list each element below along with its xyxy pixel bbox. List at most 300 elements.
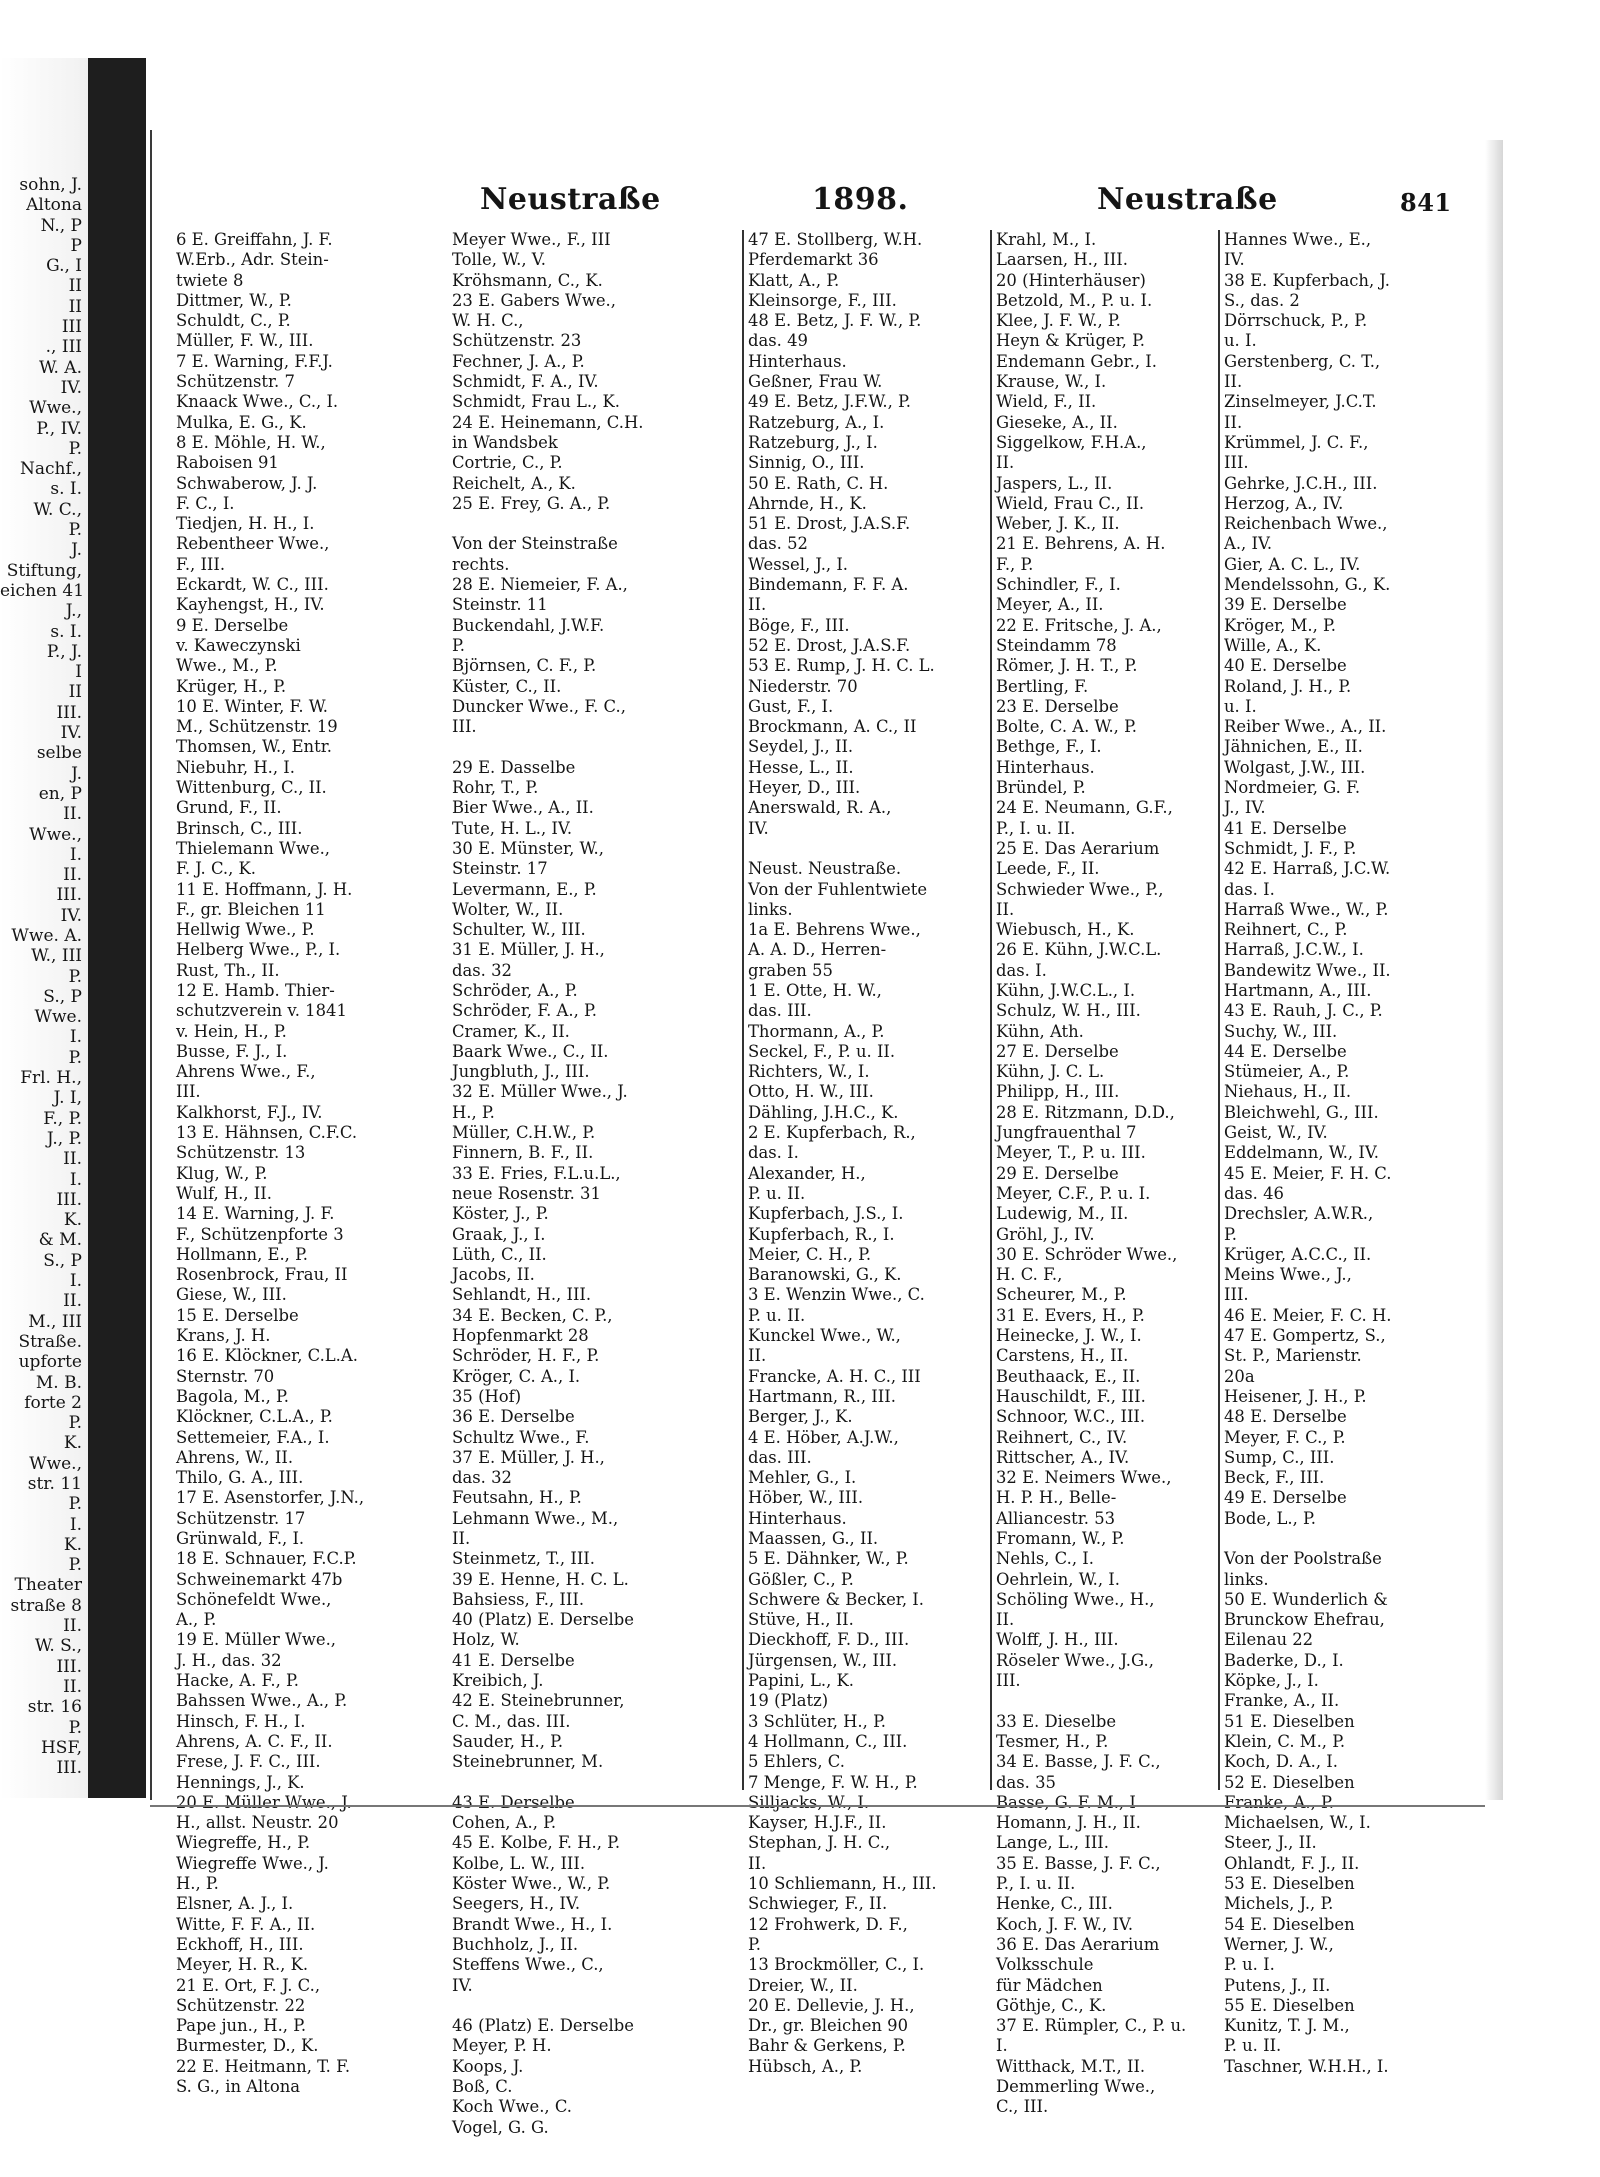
listing-entry-line: 40 E. Derselbe xyxy=(1224,656,1347,676)
listing-entry-line: Schröder, H. F., P. xyxy=(452,1346,600,1366)
listing-entry-line: Reihnert, C., P. xyxy=(1224,920,1348,940)
listing-entry-line: Krümmel, J. C. F., xyxy=(1224,432,1369,452)
listing-entry-line: Steinstr. 11 xyxy=(452,595,548,615)
listing-entry-line: 34 E. Basse, J. F. C., xyxy=(996,1752,1161,1772)
listing-entry-line: Bahsiess, F., III. xyxy=(452,1589,585,1609)
listing-entry-line: 55 E. Dieselben xyxy=(1224,1995,1355,2015)
listing-entry-line: Ratzeburg, J., I. xyxy=(748,432,878,452)
listing-entry-line: u. I. xyxy=(1224,696,1257,716)
listing-entry-line: 21 E. Behrens, A. H. xyxy=(996,534,1166,554)
previous-page-line: K. xyxy=(63,1534,82,1555)
listing-column-2 xyxy=(452,230,730,2137)
listing-entry-line: 37 E. Rümpler, C., P. u. xyxy=(996,2016,1187,2036)
listing-entry-line: Homann, J. H., II. xyxy=(996,1813,1141,1833)
listing-entry-line: das. III. xyxy=(748,1447,812,1467)
listing-entry-line: 52 E. Dieselben xyxy=(1224,1772,1355,1792)
previous-page-fragment xyxy=(0,175,85,1779)
listing-entry-line: F., P. xyxy=(996,554,1034,574)
listing-entry-line: Nehls, C., I. xyxy=(996,1549,1094,1569)
listing-entry-line: neue Rosenstr. 31 xyxy=(452,1183,601,1203)
page-bottom-edge xyxy=(150,1805,1485,1821)
listing-entry-line: Silljacks, W., I. xyxy=(748,1792,870,1812)
previous-page-line: upforte xyxy=(18,1352,82,1373)
previous-page-line: P. xyxy=(68,1555,82,1576)
previous-page-line: S., P xyxy=(43,1250,82,1271)
listing-entry-line: Steinmetz, T., III. xyxy=(452,1549,595,1569)
listing-entry-line: Steffens Wwe., C., xyxy=(452,1955,604,1975)
book-binding-gutter xyxy=(88,58,146,1798)
listing-entry-line: das. 46 xyxy=(1224,1183,1284,1203)
listing-entry-line: P. u. I. xyxy=(1224,1955,1275,1975)
year-heading: 1898. xyxy=(812,182,909,217)
previous-page-line: K. xyxy=(63,1433,82,1454)
previous-page-line: Wwe. xyxy=(34,1007,82,1028)
listing-entry-line: 49 E. Betz, J.F.W., P. xyxy=(748,392,911,412)
street-title-left: Neustraße xyxy=(480,182,661,217)
previous-page-line: P. xyxy=(68,438,82,459)
listing-entry-line: Kupferbach, R., I. xyxy=(748,1224,895,1244)
listing-entry-line: Schröder, F. A., P. xyxy=(452,1001,597,1021)
listing-entry-line: 54 E. Dieselben xyxy=(1224,1914,1355,1934)
listing-entry-line: Dreier, W., II. xyxy=(748,1975,858,1995)
listing-entry-line: Gerstenberg, C. T., xyxy=(1224,351,1381,371)
listing-entry-line: Steer, J., II. xyxy=(1224,1833,1317,1853)
listing-entry-line: Schindler, F., I. xyxy=(996,575,1121,595)
previous-page-line: Stiftung, xyxy=(6,560,82,581)
listing-entry-line: Pferdemarkt 36 xyxy=(748,250,879,270)
listing-entry-line: 12 Frohwerk, D. F., xyxy=(748,1914,908,1934)
listing-entry-line: Schmidt, Frau L., K. xyxy=(452,392,620,412)
listing-entry-line: 1 E. Otte, H. W., xyxy=(748,980,882,1000)
previous-page-line: W. C., xyxy=(33,499,82,520)
listing-entry-line: P., I. u. II. xyxy=(996,1874,1076,1894)
listing-entry-line: 29 E. Dasselbe xyxy=(452,757,576,777)
listing-entry-line: Hennings, J., K. xyxy=(176,1772,305,1792)
listing-entry-line: Hannes Wwe., E., xyxy=(1224,230,1372,249)
listing-entry-line: Berger, J., K. xyxy=(748,1407,853,1427)
listing-entry-line: Anerswald, R. A., xyxy=(748,798,892,818)
listing-entry-line: Rust, Th., II. xyxy=(176,960,280,980)
listing-entry-line: Rohr, T., P. xyxy=(452,778,539,798)
listing-entry-line: 39 E. Henne, H. C. L. xyxy=(452,1569,629,1589)
listing-entry-line: III. xyxy=(452,717,477,737)
listing-entry-line: I. xyxy=(996,2036,1008,2056)
listing-entry-line: A., P. xyxy=(176,1610,217,1630)
previous-page-line: Wwe., xyxy=(29,824,82,845)
listing-column-5 xyxy=(1218,230,1470,2076)
listing-entry-line: Niehaus, H., II. xyxy=(1224,1082,1352,1102)
listing-entry-line: 41 E. Derselbe xyxy=(452,1650,575,1670)
listing-entry-line: Bier Wwe., A., II. xyxy=(452,798,594,818)
listing-entry-line: Hinterhaus. xyxy=(996,757,1095,777)
previous-page-line: J. xyxy=(71,540,82,561)
listing-entry-line: 40 (Platz) E. Derselbe xyxy=(452,1610,634,1630)
previous-page-line: K. xyxy=(63,1210,82,1231)
listing-entry-line: Bindemann, F. F. A. xyxy=(748,575,909,595)
listing-entry-line: Philipp, H., III. xyxy=(996,1082,1120,1102)
listing-entry-line: Ludewig, M., II. xyxy=(996,1204,1129,1224)
listing-entry-line: Wwe., M., P. xyxy=(176,656,278,676)
listing-entry-line: 38 E. Kupferbach, J. xyxy=(1224,270,1390,290)
previous-page-line: Theater xyxy=(14,1575,82,1596)
listing-entry-line: Hopfenmarkt 28 xyxy=(452,1326,589,1346)
previous-page-line: Wwe. A. xyxy=(11,925,82,946)
listing-entry-line: Cortrie, C., P. xyxy=(452,453,563,473)
listing-entry-line: Duncker Wwe., F. C., xyxy=(452,696,626,716)
listing-entry-line: Gröhl, J., IV. xyxy=(996,1224,1095,1244)
listing-entry-line: Jungbluth, J., III. xyxy=(452,1062,590,1082)
listing-entry-line: Lange, L., III. xyxy=(996,1833,1109,1853)
previous-page-line: I. xyxy=(69,1514,82,1535)
listing-entry-line: Basse, G. F. M., I xyxy=(996,1792,1136,1812)
listing-entry-line: Gieseke, A., II. xyxy=(996,412,1118,432)
listing-entry-line: Kreibich, J. xyxy=(452,1671,544,1691)
listing-entry-line: Grund, F., II. xyxy=(176,798,282,818)
listing-entry-line: Tolle, W., V. xyxy=(452,250,546,270)
listing-entry-line: 42 E. Harraß, J.C.W. xyxy=(1224,859,1391,879)
listing-entry-line: Bode, L., P. xyxy=(1224,1508,1316,1528)
listing-entry-line: 31 E. Evers, H., P. xyxy=(996,1305,1145,1325)
listing-entry-line: Thielemann Wwe., xyxy=(176,838,331,858)
listing-entry-line: Ahrens, A. C. F., II. xyxy=(176,1731,333,1751)
listing-entry-line: 52 E. Drost, J.A.S.F. xyxy=(748,635,911,655)
listing-entry-line: Von der Fuhlentwiete xyxy=(748,879,928,899)
listing-entry-line: Meyer Wwe., F., III xyxy=(452,230,611,249)
listing-entry-line: das. 32 xyxy=(452,1468,512,1488)
listing-entry-line: das. I. xyxy=(1224,879,1275,899)
listing-entry-line: Hellwig Wwe., P. xyxy=(176,920,315,940)
listing-entry-line: Lüth, C., II. xyxy=(452,1244,547,1264)
listing-entry-line: Krahl, M., I. xyxy=(996,230,1097,249)
listing-entry-line xyxy=(748,839,988,859)
listing-entry-line: Frese, J. F. C., III. xyxy=(176,1752,321,1772)
listing-entry-line: Zinselmeyer, J.C.T. xyxy=(1224,392,1377,412)
previous-page-line: P xyxy=(70,235,82,256)
listing-entry-line: 19 (Platz) xyxy=(748,1691,829,1711)
listing-entry-line: Ahrens, W., II. xyxy=(176,1447,294,1467)
listing-entry-line: Ohlandt, F. J., II. xyxy=(1224,1853,1360,1873)
page-number: 841 xyxy=(1400,188,1452,217)
previous-page-line: Wwe., xyxy=(29,1453,82,1474)
previous-page-line: selbe xyxy=(36,743,82,764)
listing-entry-line: Harraß Wwe., W., P. xyxy=(1224,899,1389,919)
listing-entry-line: Kayhengst, H., IV. xyxy=(176,595,325,615)
listing-entry-line: 46 E. Meier, F. C. H. xyxy=(1224,1305,1392,1325)
listing-entry-line: 48 E. Derselbe xyxy=(1224,1407,1347,1427)
listing-entry-line: II. xyxy=(1224,412,1243,432)
previous-page-line: III xyxy=(61,317,82,338)
previous-page-line: J. xyxy=(71,763,82,784)
previous-page-line: straße 8 xyxy=(10,1595,82,1616)
listing-entry-line: Böge, F., III. xyxy=(748,615,850,635)
listing-entry-line: P. u. II. xyxy=(748,1183,806,1203)
listing-entry-line: Klatt, A., P. xyxy=(748,270,840,290)
listing-entry-line: Thomsen, W., Entr. xyxy=(176,737,332,757)
listing-entry-line: Fromann, W., P. xyxy=(996,1529,1125,1548)
listing-entry-line: Buchholz, J., II. xyxy=(452,1934,579,1954)
listing-entry-line: Sinnig, O., III. xyxy=(748,453,865,473)
listing-entry-line: W.Erb., Adr. Stein- xyxy=(176,250,329,270)
previous-page-line: IV. xyxy=(60,377,82,398)
listing-entry-line: 45 E. Kolbe, F. H., P. xyxy=(452,1833,621,1853)
listing-entry-line: Gößler, C., P. xyxy=(748,1569,854,1589)
previous-page-line: str. 16 xyxy=(27,1697,82,1718)
listing-entry-line: 10 E. Winter, F. W. xyxy=(176,696,328,716)
listing-entry-line: Baranowski, G., K. xyxy=(748,1265,902,1285)
listing-entry-line: Seydel, J., II. xyxy=(748,737,854,757)
listing-entry-line: Meyer, C.F., P. u. I. xyxy=(996,1183,1151,1203)
listing-entry-line: Wolgast, J.W., III. xyxy=(1224,757,1366,777)
listing-entry-line: Reiber Wwe., A., II. xyxy=(1224,717,1387,737)
previous-page-line: Wwe., xyxy=(29,398,82,419)
listing-entry-line: Tute, H. L., IV. xyxy=(452,818,573,838)
listing-entry-line: IV. xyxy=(1224,250,1245,270)
listing-entry-line: 4 Hollmann, C., III. xyxy=(748,1731,908,1751)
previous-page-line: forte 2 xyxy=(24,1392,82,1413)
listing-entry-line: Ratzeburg, A., I. xyxy=(748,412,885,432)
listing-entry-line: 35 (Hof) xyxy=(452,1386,522,1406)
listing-entry-line: Stümeier, A., P. xyxy=(1224,1062,1350,1082)
listing-entry-line: Franke, A., P. xyxy=(1224,1792,1334,1812)
listing-entry-line: Schuldt, C., P. xyxy=(176,311,291,331)
listing-entry-line: 28 E. Ritzmann, D.D., xyxy=(996,1102,1175,1122)
previous-page-line: II. xyxy=(63,1616,82,1637)
listing-entry-line: Sauder, H., P. xyxy=(452,1731,564,1751)
previous-page-line: III. xyxy=(56,1656,82,1677)
listing-entry-line: Harraß, J.C.W., I. xyxy=(1224,940,1364,960)
listing-entry-line: Bagola, M., P. xyxy=(176,1386,289,1406)
listing-entry-line: 21 E. Ort, F. J. C., xyxy=(176,1975,321,1995)
listing-entry-line: Hinterhaus. xyxy=(748,1508,847,1528)
listing-entry-line: Buckendahl, J.W.F. xyxy=(452,615,605,635)
listing-entry-line: 25 E. Frey, G. A., P. xyxy=(452,493,611,513)
listing-entry-line: P., I. u. II. xyxy=(996,818,1076,838)
listing-entry-line: 2 E. Kupferbach, R., xyxy=(748,1123,916,1143)
listing-entry-line: Hauschildt, F., III. xyxy=(996,1386,1146,1406)
listing-entry-line: 14 E. Warning, J. F. xyxy=(176,1204,335,1224)
listing-entry-line: 50 E. Wunderlich & xyxy=(1224,1589,1388,1609)
listing-entry-line: Wittenburg, C., II. xyxy=(176,778,327,798)
listing-entry-line: S. G., in Altona xyxy=(176,2077,301,2097)
listing-entry-line: Meins Wwe., J., xyxy=(1224,1265,1352,1285)
previous-page-line: Nachf., xyxy=(20,459,82,480)
listing-entry-line: A., IV. xyxy=(1224,534,1273,554)
listing-entry-line: Pape jun., H., P. xyxy=(176,2016,307,2036)
listing-entry-line: Grünwald, F., I. xyxy=(176,1529,305,1548)
listing-entry-line: Schützenstr. 17 xyxy=(176,1508,306,1528)
listing-entry-line: Schultz Wwe., F. xyxy=(452,1427,590,1447)
listing-entry-line: Levermann, E., P. xyxy=(452,879,597,899)
listing-entry-line: Henke, C., III. xyxy=(996,1894,1113,1914)
listing-entry-line: 13 E. Hähnsen, C.F.C. xyxy=(176,1123,358,1143)
listing-entry-line: Von der Poolstraße xyxy=(1224,1549,1382,1569)
listing-entry-line: 42 E. Steinebrunner, xyxy=(452,1691,625,1711)
listing-entry-line: 26 E. Kühn, J.W.C.L. xyxy=(996,940,1162,960)
listing-entry-line: Meyer, H. R., K. xyxy=(176,1955,309,1975)
listing-entry-line: Tesmer, H., P. xyxy=(996,1731,1109,1751)
listing-entry-line: 24 E. Neumann, G.F., xyxy=(996,798,1173,818)
previous-page-line: II xyxy=(68,276,82,297)
previous-page-line: s. I. xyxy=(50,621,82,642)
listing-entry-line: Kunitz, T. J. M., xyxy=(1224,2016,1350,2036)
listing-entry-line: Mendelssohn, G., K. xyxy=(1224,575,1391,595)
listing-entry-line: Franke, A., II. xyxy=(1224,1691,1340,1711)
listing-entry-line: Putens, J., II. xyxy=(1224,1975,1331,1995)
listing-entry-line: Klein, C. M., P. xyxy=(1224,1731,1346,1751)
page-header xyxy=(152,182,1482,232)
listing-entry-line: Müller, F. W., III. xyxy=(176,331,314,351)
listing-entry-line: H. P. H., Belle- xyxy=(996,1488,1117,1508)
listing-entry-line: IV. xyxy=(748,818,769,838)
listing-entry-line: schutzverein v. 1841 xyxy=(176,1001,347,1021)
listing-entry-line: F., gr. Bleichen 11 xyxy=(176,899,326,919)
listing-entry-line: II. xyxy=(748,1853,767,1873)
listing-entry-line: Oehrlein, W., I. xyxy=(996,1569,1120,1589)
listing-entry-line: Jaspers, L., II. xyxy=(996,473,1113,493)
listing-entry-line: Feutsahn, H., P. xyxy=(452,1488,582,1508)
previous-page-line: G., I xyxy=(46,256,82,277)
listing-entry-line: Koch, D. A., I. xyxy=(1224,1752,1338,1772)
listing-entry-line: Hinsch, F. H., I. xyxy=(176,1711,306,1731)
listing-entry-line: Kröger, C. A., I. xyxy=(452,1366,581,1386)
listing-entry-line: II. xyxy=(452,1529,471,1548)
listing-entry-line: Schmidt, F. A., IV. xyxy=(452,372,599,392)
previous-page-line: P. xyxy=(68,966,82,987)
listing-entry-line: 49 E. Derselbe xyxy=(1224,1488,1347,1508)
listing-entry-line: 16 E. Klöckner, C.L.A. xyxy=(176,1346,358,1366)
previous-page-line: II. xyxy=(63,804,82,825)
previous-page-line: II xyxy=(68,682,82,703)
previous-page-line: P. xyxy=(68,1717,82,1738)
listing-entry-line: 6 E. Greiffahn, J. F. xyxy=(176,230,333,249)
listing-entry-line: 53 E. Dieselben xyxy=(1224,1874,1355,1894)
listing-entry-line: für Mädchen xyxy=(996,1975,1103,1995)
previous-page-line: P. xyxy=(68,1494,82,1515)
listing-entry-line: links. xyxy=(748,899,793,919)
listing-entry-line: Graak, J., I. xyxy=(452,1224,546,1244)
listing-entry-line: P. u. II. xyxy=(1224,2036,1282,2056)
listing-entry-line: W. H. C., xyxy=(452,311,524,331)
listing-entry-line: Niederstr. 70 xyxy=(748,676,858,696)
listing-entry-line: Suchy, W., III. xyxy=(1224,1021,1338,1041)
listing-entry-line: F., Schützenpforte 3 xyxy=(176,1224,344,1244)
listing-entry-line: Krans, J. H. xyxy=(176,1326,271,1346)
listing-entry-line: Steinstr. 17 xyxy=(452,859,548,879)
listing-entry-line: Kalkhorst, F.J., IV. xyxy=(176,1102,323,1122)
listing-entry-line: 3 E. Wenzin Wwe., C. xyxy=(748,1285,925,1305)
listing-entry-line: Reichenbach Wwe., xyxy=(1224,514,1388,534)
listing-entry-line: Taschner, W.H.H., I. xyxy=(1224,2056,1389,2076)
listing-entry-line: Nordmeier, G. F. xyxy=(1224,778,1361,798)
listing-entry-line: Drechsler, A.W.R., xyxy=(1224,1204,1374,1224)
listing-entry-line: F. C., I. xyxy=(176,493,235,513)
previous-page-line: W., III xyxy=(31,946,82,967)
listing-entry-line: 1a E. Behrens Wwe., xyxy=(748,920,921,940)
listing-entry-line: Schwaberow, J. J. xyxy=(176,473,318,493)
listing-entry-line: v. Hein, H., P. xyxy=(176,1021,287,1041)
listing-entry-line: Meyer, F. C., P. xyxy=(1224,1427,1346,1447)
listing-entry-line: 20 E. Dellevie, J. H., xyxy=(748,1995,915,2015)
listing-entry-line: Wiegreffe Wwe., J. xyxy=(176,1853,329,1873)
listing-entry-line: Klee, J. F. W., P. xyxy=(996,311,1121,331)
listing-entry-line: 7 E. Warning, F.F.J. xyxy=(176,351,333,371)
listing-entry-line: Rosenbrock, Frau, II xyxy=(176,1265,348,1285)
listing-column-3 xyxy=(742,230,988,2076)
listing-entry-line: Bahssen Wwe., A., P. xyxy=(176,1691,348,1711)
listing-entry-line: 23 E. Gabers Wwe., xyxy=(452,290,616,310)
listing-entry-line: das. 52 xyxy=(748,534,808,554)
previous-page-line: I. xyxy=(69,1027,82,1048)
listing-entry-line: Dähling, J.H.C., K. xyxy=(748,1102,899,1122)
listing-entry-line: Kolbe, L. W., III. xyxy=(452,1853,586,1873)
listing-entry-line: II. xyxy=(1224,372,1243,392)
listing-entry-line: Stüve, H., II. xyxy=(748,1610,854,1630)
listing-entry-line: Wulf, H., II. xyxy=(176,1183,272,1203)
listing-entry-line: 43 E. Rauh, J. C., P. xyxy=(1224,1001,1383,1021)
listing-entry-line xyxy=(996,1691,1214,1711)
previous-page-line: F., P. xyxy=(43,1108,82,1129)
listing-entry-line: 17 E. Asenstorfer, J.N., xyxy=(176,1488,365,1508)
listing-entry-line: 50 E. Rath, C. H. xyxy=(748,473,889,493)
listing-entry-line: III. xyxy=(996,1671,1021,1691)
listing-entry-line xyxy=(452,1996,730,2016)
listing-entry-line: 48 E. Betz, J. F. W., P. xyxy=(748,311,922,331)
listing-entry-line: Finnern, B. F., II. xyxy=(452,1143,594,1163)
previous-page-line: J. I, xyxy=(53,1088,82,1109)
listing-entry-line: Seegers, H., IV. xyxy=(452,1894,581,1914)
listing-entry-line: Francke, A. H. C., III xyxy=(748,1366,921,1386)
listing-entry-line: twiete 8 xyxy=(176,270,244,290)
listing-entry-line: Schnoor, W.C., III. xyxy=(996,1407,1146,1427)
listing-entry-line: II. xyxy=(748,595,767,615)
previous-page-line: M., III xyxy=(28,1311,82,1332)
listing-entry-line: das. 32 xyxy=(452,960,512,980)
listing-entry-line: P. u. II. xyxy=(748,1305,806,1325)
listing-entry-line: Heinecke, J. W., I. xyxy=(996,1326,1142,1346)
previous-page-line: W. S., xyxy=(34,1636,82,1657)
previous-page-line: Frl. H., xyxy=(20,1068,82,1089)
listing-entry-line: 43 E. Derselbe xyxy=(452,1792,575,1812)
listing-entry-line: Schmidt, J. F., P. xyxy=(1224,838,1357,858)
listing-entry-line: 29 E. Derselbe xyxy=(996,1163,1119,1183)
listing-entry-line: 28 E. Niemeier, F. A., xyxy=(452,575,628,595)
listing-entry-line: Michaelsen, W., I. xyxy=(1224,1813,1371,1833)
listing-entry-line: Bleichwehl, G., III. xyxy=(1224,1102,1379,1122)
listing-entry-line: Mehler, G., I. xyxy=(748,1468,857,1488)
listing-entry-line: 20 E. Müller Wwe., J. xyxy=(176,1792,352,1812)
listing-entry-line: 23 E. Derselbe xyxy=(996,696,1119,716)
listing-entry-line: Carstens, H., II. xyxy=(996,1346,1129,1366)
previous-page-line: III. xyxy=(56,1189,82,1210)
listing-entry-line: Von der Steinstraße xyxy=(452,534,618,554)
previous-page-line: N., P xyxy=(40,215,82,236)
listing-entry-line: Eckardt, W. C., III. xyxy=(176,575,329,595)
listing-entry-line: 36 E. Derselbe xyxy=(452,1407,575,1427)
listing-entry-line: St. P., Marienstr. xyxy=(1224,1346,1362,1366)
listing-entry-line: H., P. xyxy=(176,1874,219,1894)
listing-entry-line: 32 E. Neimers Wwe., xyxy=(996,1468,1172,1488)
listing-entry-line: 20a xyxy=(1224,1366,1255,1386)
listing-entry-line: Dieckhoff, F. D., III. xyxy=(748,1630,910,1650)
listing-entry-line: 44 E. Derselbe xyxy=(1224,1041,1347,1061)
listing-entry-line: 34 E. Becken, C. P., xyxy=(452,1305,613,1325)
listing-entry-line: Wolff, J. H., III. xyxy=(996,1630,1119,1650)
listing-entry-line: Gier, A. C. L., IV. xyxy=(1224,554,1361,574)
listing-entry-line: Roland, J. H., P. xyxy=(1224,676,1352,696)
listing-entry-line: Meyer, P. H. xyxy=(452,2036,552,2056)
listing-entry-line: Koch Wwe., C. xyxy=(452,2097,572,2117)
listing-entry-line: rechts. xyxy=(452,554,510,574)
